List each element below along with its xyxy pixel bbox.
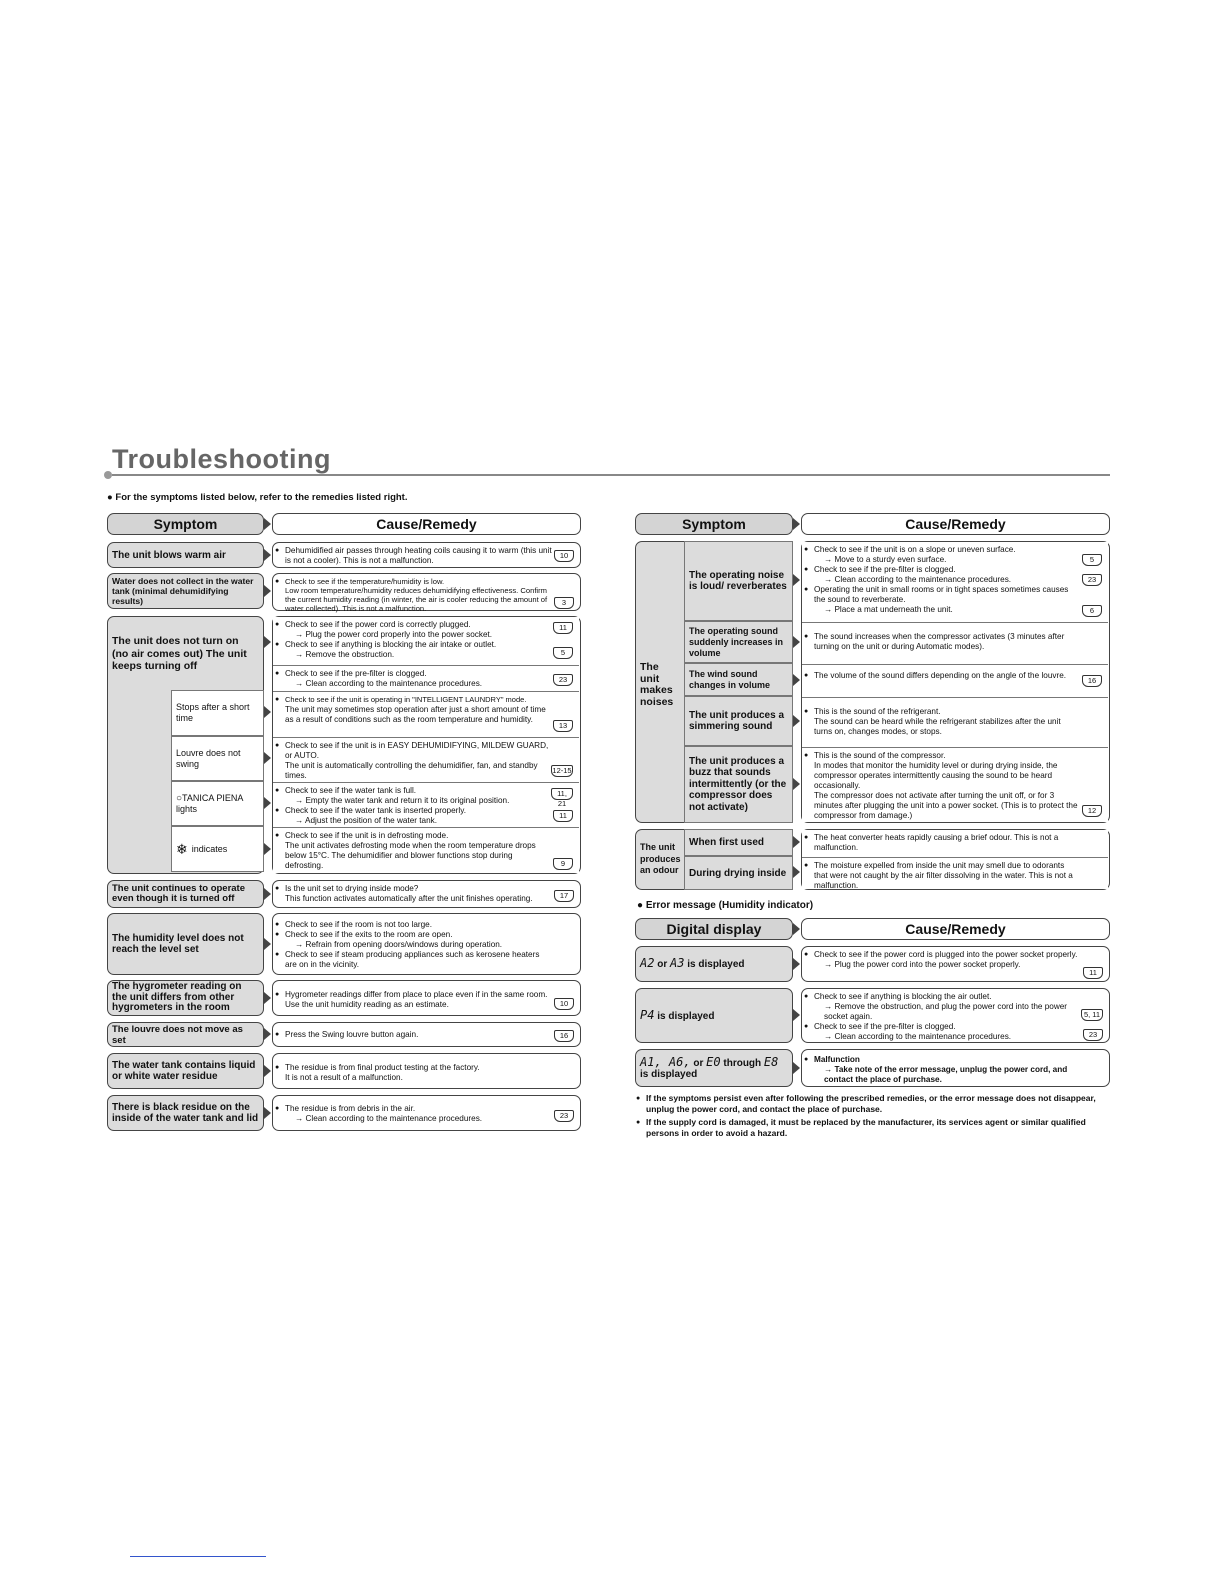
arrow-icon <box>264 1028 271 1040</box>
circle-icon: ○ <box>176 792 183 804</box>
symptom-continues: The unit continues to operate even though it is turned off <box>107 880 264 908</box>
page-ref-icon: 11 <box>553 810 573 822</box>
arrow-icon <box>264 992 271 1004</box>
page-ref-icon: 17 <box>554 890 574 902</box>
page-ref-icon: 11 <box>1083 967 1103 979</box>
arrow-icon <box>793 518 800 530</box>
error-a2-a3: A2 or A3 is displayed <box>635 946 793 982</box>
page-ref-icon: 23 <box>1083 1029 1103 1041</box>
page-ref-icon: 23 <box>553 674 573 686</box>
link-underline <box>130 1556 266 1557</box>
symptom-noises-group: The unit makes noises <box>635 541 793 823</box>
arrow-icon <box>264 888 271 900</box>
page-ref-icon: 13 <box>553 720 573 732</box>
page-ref-icon: 11, 21 <box>551 788 573 800</box>
symptom-defrost-indicator: ❄ indicates <box>171 826 264 872</box>
page-ref-icon: 23 <box>554 1110 574 1122</box>
cause-humidity: ● Check to see if the room is not too large. ● Check to see if the exits to the room are open. → Refrain from opening doors/windows during operation. ● Check to see if steam producing appliances such as kerosene heaters are on in the vicinity. <box>272 913 581 975</box>
arrow-icon <box>264 797 271 809</box>
arrow-icon <box>264 752 271 764</box>
arrow-icon <box>264 706 271 718</box>
cause-a1-e8: ● Malfunction → Take note of the error message, unplug the power cord, and contact the place of purchase. <box>801 1049 1110 1087</box>
symptom-louvre-no-swing: Louvre does not swing <box>171 736 264 781</box>
cause-continues: ● Is the unit set to drying inside mode? This function activates automatically after the unit finishes operating. 17 <box>272 880 581 908</box>
intro-text: ● For the symptoms listed below, refer to the remedies listed right. <box>107 492 408 503</box>
cause-a2-a3: ● Check to see if the power cord is plugged into the power socket properly. → Plug the power cord into the power socket properly. 11 <box>801 946 1110 982</box>
symptom-no-turn-on: The unit does not turn on (no air comes out) The unit keeps turning off <box>107 616 264 874</box>
arrow-icon <box>793 574 800 586</box>
arrow-icon <box>264 843 271 855</box>
cause-warm-air: ● Dehumidified air passes through heating coils causing it to warm (this unit is not a cooler). This is not a malfunction. 10 <box>272 542 581 568</box>
page-ref-icon: 16 <box>554 1030 574 1042</box>
symptom-header-right: Symptom <box>635 513 793 535</box>
arrow-icon <box>793 836 800 848</box>
arrow-icon <box>793 866 800 878</box>
page-ref-icon: 12 <box>1082 805 1102 817</box>
symptom-simmering: The unit produces a simmering sound <box>684 696 793 746</box>
page-ref-icon: 5, 11 <box>1081 1009 1103 1021</box>
symptom-residue: The water tank contains liquid or white water residue <box>107 1053 264 1089</box>
arrow-icon <box>793 958 800 970</box>
cause-no-turn-on: ● Check to see if the power cord is correctly plugged. → Plug the power cord properly into the power socket. ● Check to see if anything is blocking the air intake or outlet. → Remove the obstruction. 11 5 ● Check to see if the pre-filter is clogged. → Clean according to the maintenance procedures. 23 ● Check to see if the unit is operating in "INTELLIGENT LAUNDRY" mode. The unit may sometimes stop operation after just a short amount of time as a result of conditions such as the room temperature and humidity. 13 ● Check to see if the unit is in EASY DEHUMIDIFYING, MILDEW GUARD, or AUTO. The unit is automatically controlling the dehumidifier, fan, and standby times. 12-15 ● Check to see if the water tank is full. → Empty the water tank and return it to its original position. ● Check to see if the water tank is inserted properly. → Adjust the position of the water tank. 11, 21 11 ● Check to see if the unit is in defrosting mode. The unit activates defrosting mode when the room temperature drops below 15°C. The dehumidifier and blower functions stop during defrosting. 9 <box>272 616 581 874</box>
page-ref-icon: 16 <box>1082 675 1102 687</box>
title-bullet <box>104 471 112 479</box>
footnote-persist: ● If the symptoms persist even after following the prescribed remedies, or the error message does not disappear, unplug the power cord, and contact the place of purchase. <box>637 1093 1097 1115</box>
arrow-icon <box>793 778 800 790</box>
symptom-drying-inside: During drying inside <box>684 856 793 890</box>
footnote-supply-cord: ● If the supply cord is damaged, it must be replaced by the manufacturer, its services agent or similar qualified persons in order to avoid a hazard. <box>637 1117 1097 1139</box>
error-section-title: ● Error message (Humidity indicator) <box>637 900 814 911</box>
symptom-black-residue: There is black residue on the inside of the water tank and lid <box>107 1095 264 1131</box>
title-rule <box>112 474 1110 476</box>
symptom-stops-short: Stops after a short time <box>171 690 264 736</box>
page-title: Troubleshooting <box>112 444 331 474</box>
cause-hygrometer: ● Hygrometer readings differ from place to place even if in the same room. Use the unit humidity reading as an estimate. 10 <box>272 980 581 1016</box>
page-ref-icon: 12-15 <box>552 766 572 775</box>
cause-odour: ● The heat converter heats rapidly causing a brief odour. This is not a malfunction. ● The moisture expelled from inside the unit may smell due to odorants that were not caught by the air filter dissolving in the water. This is not a malfunction. <box>801 829 1110 890</box>
symptom-buzz: The unit produces a buzz that sounds intermittently (or the compressor does not activate) <box>684 746 793 823</box>
arrow-icon <box>793 1009 800 1021</box>
page-ref-icon: 23 <box>1082 574 1102 586</box>
symptom-water: Water does not collect in the water tank (minimal dehumidifying results) <box>107 573 264 609</box>
symptom-first-used: When first used <box>684 829 793 856</box>
arrow-icon <box>264 636 271 648</box>
cause-black-residue: ● The residue is from debris in the air. → Clean according to the maintenance procedures. 23 <box>272 1095 581 1131</box>
symptom-header: Symptom <box>107 513 264 535</box>
symptom-warm-air: The unit blows warm air <box>107 542 264 568</box>
snowflake-icon: ❄ <box>176 840 188 857</box>
page-ref-icon: 11 <box>553 622 573 634</box>
page-ref-icon: 10 <box>554 998 574 1010</box>
arrow-icon <box>793 715 800 727</box>
arrow-icon <box>793 923 800 935</box>
arrow-icon <box>793 674 800 686</box>
cause-header: Cause/Remedy <box>272 513 581 535</box>
arrow-icon <box>264 585 271 597</box>
symptom-louvre: The louvre does not move as set <box>107 1022 264 1047</box>
symptom-hygrometer: The hygrometer reading on the unit differs from other hygrometers in the room <box>107 980 264 1016</box>
page-ref-icon: 6 <box>1082 605 1102 617</box>
cause-water: ● Check to see if the temperature/humidity is low. Low room temperature/humidity reduces dehumidifying effectiveness. Confirm the current humidity reading (in winter, the air is cooler reducing the amount of water collected). This is not a malfunction. 3 <box>272 573 581 611</box>
arrow-icon <box>264 1065 271 1077</box>
arrow-icon <box>264 518 271 530</box>
symptom-sound-increase: The operating sound suddenly increases in volume <box>684 621 793 663</box>
symptom-tanica-piena: ○TANICA PIENA lights <box>171 781 264 826</box>
error-p4: P4 is displayed <box>635 988 793 1043</box>
symptom-loud: The operating noise is loud/ reverberates <box>684 541 793 621</box>
arrow-icon <box>264 1107 271 1119</box>
error-a1-e8: A1, A6, or E0 through E8 is displayed <box>635 1049 793 1087</box>
cause-noises: ● Check to see if the unit is on a slope or uneven surface. → Move to a sturdy even surface. ● Check to see if the pre-filter is clogged. → Clean according to the maintenance procedures. ● Operating the unit in small rooms or in tight spaces sometimes causes the sound to reverberate. → Place a mat underneath the unit. 5 23 6 ● The sound increases when the compressor activates (3 minutes after turning on the unit or during Automatic modes). ● The volume of the sound differs depending on the angle of the louvre. 16 ● This is the sound of the refrigerant. The sound can be heard while the refrigerant stabilizes after the unit turns on, changes modes, or stops. ● This is the sound of the compressor. In modes that monitor the humidity level or during drying inside, the compressor operates intermittently causing the sound to be heard occasionally. The compressor does not activate after turning the unit off, or for 3 minutes after plugging the unit into a power socket. (This is to protect the compressor from damage.) 12 <box>801 541 1110 823</box>
digital-display-header: Digital display <box>635 918 793 940</box>
symptom-wind-sound: The wind sound changes in volume <box>684 663 793 696</box>
arrow-icon <box>793 1062 800 1074</box>
arrow-icon <box>793 636 800 648</box>
symptom-humidity: The humidity level does not reach the level set <box>107 913 264 975</box>
page-ref-icon: 3 <box>554 597 574 609</box>
page-ref-icon: 5 <box>1082 554 1102 566</box>
arrow-icon <box>264 938 271 950</box>
cause-header-digital: Cause/Remedy <box>801 918 1110 940</box>
page-ref-icon: 10 <box>554 550 574 562</box>
page-ref-icon: 9 <box>553 858 573 870</box>
cause-p4: ● Check to see if anything is blocking the air outlet. → Remove the obstruction, and plug the power cord into the power socket again. ● Check to see if the pre-filter is clogged. → Clean according to the maintenance procedures. 5, 11 23 <box>801 988 1110 1043</box>
symptom-odour-group: The unit produces an odour <box>635 829 793 890</box>
cause-louvre: ● Press the Swing louvre button again. 16 <box>272 1022 581 1047</box>
cause-header-right: Cause/Remedy <box>801 513 1110 535</box>
cause-residue: ● The residue is from final product testing at the factory. It is not a result of a malfunction. <box>272 1053 581 1089</box>
arrow-icon <box>264 549 271 561</box>
page-ref-icon: 5 <box>553 647 573 659</box>
